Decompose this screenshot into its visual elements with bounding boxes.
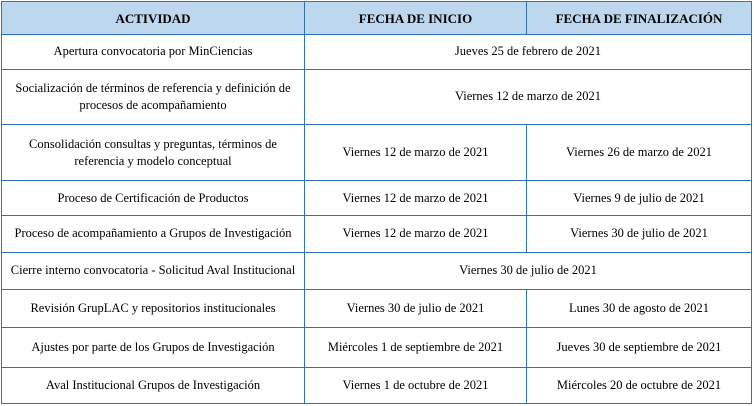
date-range-cell: Viernes 12 de marzo de 2021 bbox=[305, 69, 752, 124]
table-row bbox=[2, 368, 752, 404]
start-date-cell: Viernes 12 de marzo de 2021 bbox=[305, 215, 527, 252]
table-row bbox=[2, 181, 752, 216]
start-date-cell: Viernes 12 de marzo de 2021 bbox=[305, 181, 527, 216]
activity-cell: Consolidación consultas y preguntas, términos de referencia y modelo conceptual bbox=[2, 124, 305, 180]
activity-cell: Apertura convocatoria por MinCiencias bbox=[2, 35, 305, 70]
start-date-cell: Viernes 12 de marzo de 2021 bbox=[305, 124, 527, 180]
date-range-cell: Viernes 30 de julio de 2021 bbox=[305, 252, 752, 289]
start-date-cell: Viernes 30 de julio de 2021 bbox=[305, 289, 527, 328]
end-date-cell: Viernes 9 de julio de 2021 bbox=[527, 181, 752, 216]
table-row bbox=[2, 252, 752, 289]
activity-cell: Aval Institucional Grupos de Investigación bbox=[2, 368, 305, 404]
table-row bbox=[2, 215, 752, 252]
end-date-cell: Lunes 30 de agosto de 2021 bbox=[527, 289, 752, 328]
table-row bbox=[2, 35, 752, 70]
start-date-cell: Viernes 1 de octubre de 2021 bbox=[305, 368, 527, 404]
end-date-cell: Viernes 26 de marzo de 2021 bbox=[527, 124, 752, 180]
activity-cell: Proceso de Certificación de Productos bbox=[2, 181, 305, 216]
header-start-date: FECHA DE INICIO bbox=[305, 2, 527, 35]
end-date-cell: Miércoles 20 de octubre de 2021 bbox=[527, 368, 752, 404]
end-date-cell: Viernes 30 de julio de 2021 bbox=[527, 215, 752, 252]
activity-cell: Revisión GrupLAC y repositorios institucionales bbox=[2, 289, 305, 328]
table-row bbox=[2, 69, 752, 124]
activity-cell: Socialización de términos de referencia y definición de procesos de acompañamiento bbox=[2, 69, 305, 124]
header-activity: ACTIVIDAD bbox=[2, 2, 305, 35]
start-date-cell: Miércoles 1 de septiembre de 2021 bbox=[305, 328, 527, 368]
activity-cell: Proceso de acompañamiento a Grupos de Investigación bbox=[2, 215, 305, 252]
header-end-date: FECHA DE FINALIZACIÓN bbox=[527, 2, 752, 35]
activity-cell: Ajustes por parte de los Grupos de Investigación bbox=[2, 328, 305, 368]
table-row bbox=[2, 124, 752, 180]
header-row bbox=[2, 2, 752, 35]
table-row bbox=[2, 328, 752, 368]
table-row bbox=[2, 289, 752, 328]
schedule-table bbox=[1, 1, 752, 404]
end-date-cell: Jueves 30 de septiembre de 2021 bbox=[527, 328, 752, 368]
date-range-cell: Jueves 25 de febrero de 2021 bbox=[305, 35, 752, 70]
activity-cell: Cierre interno convocatoria - Solicitud Aval Institucional bbox=[2, 252, 305, 289]
